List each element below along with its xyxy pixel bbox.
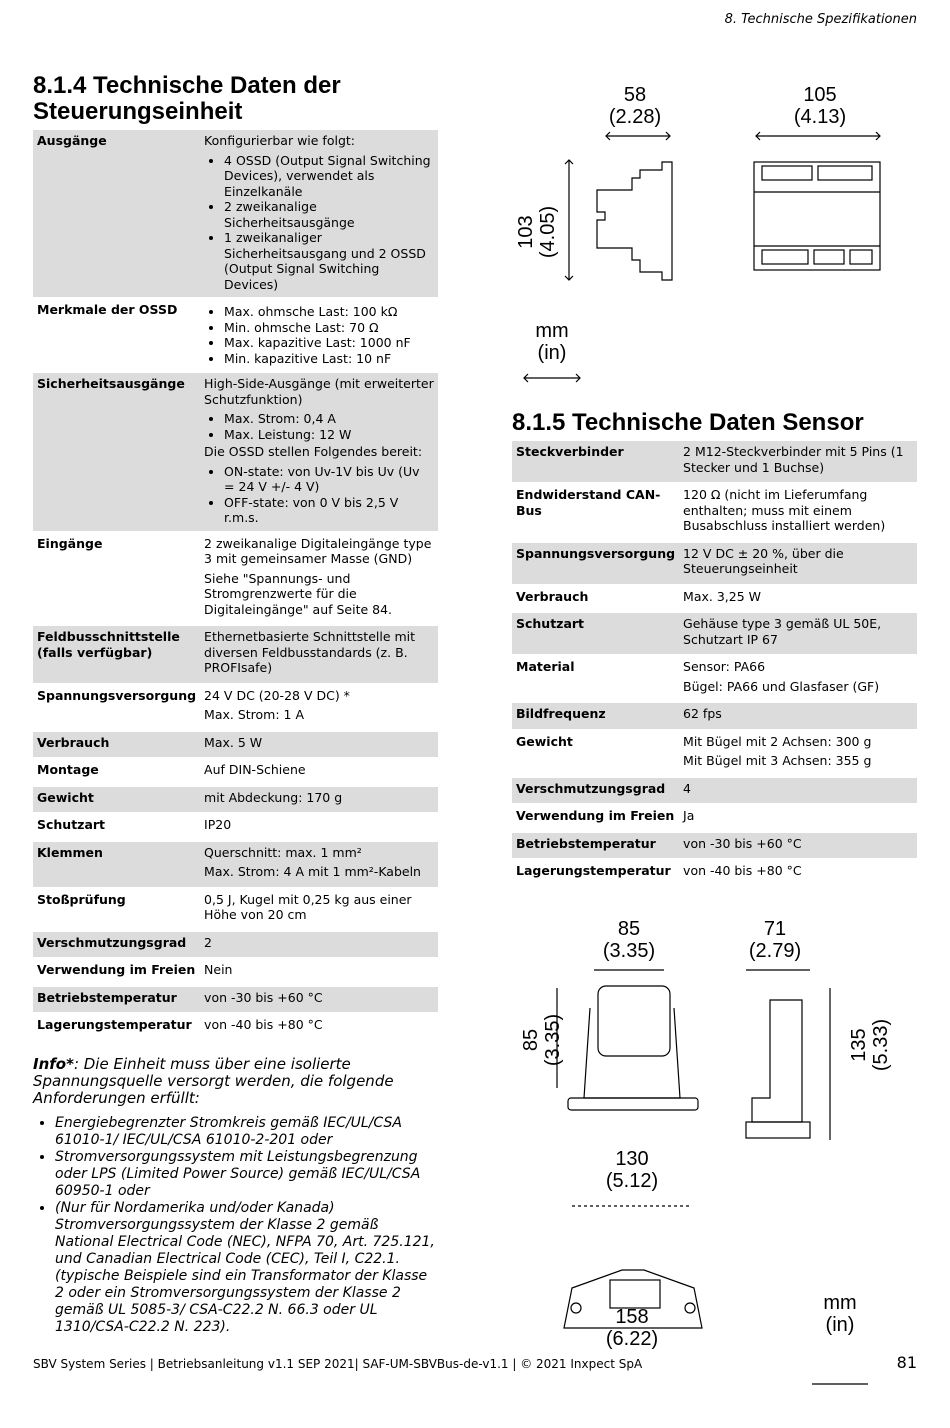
spec-key: Eingänge	[33, 533, 200, 627]
spec-key: Bildfrequenz	[512, 703, 679, 731]
spec-key: Verbrauch	[512, 586, 679, 614]
footer-text: SBV System Series | Betriebsanleitung v1.1 SEP 2021| SAF-UM-SBVBus-de-v1.1 | © 2021 Inxpect SpA	[33, 1357, 643, 1371]
spec-row	[33, 987, 438, 1015]
spec-row	[512, 860, 917, 888]
spec-text: Gehäuse type 3 gemäß UL 50E, Schutzart IP 67	[683, 616, 882, 647]
spec-row	[33, 130, 438, 299]
spec-value	[200, 814, 438, 842]
spec-row	[33, 959, 438, 987]
spec-bullet: • Min. ohmsche Last: 70 Ω	[224, 320, 434, 336]
spec-text: 0,5 J, Kugel mit 0,25 kg aus einer Höhe von 20 cm	[204, 891, 412, 922]
spec-key: Betriebstemperatur	[33, 987, 200, 1015]
spec-bullet: • Max. ohmsche Last: 100 kΩ	[224, 304, 434, 320]
dim-sensor-width: 85 (3.35)	[602, 917, 656, 962]
spec-row	[512, 441, 917, 484]
spec-text: von -40 bis +80 °C	[204, 1017, 323, 1032]
spec-key: Spannungsversorgung	[33, 685, 200, 732]
spec-text: 2 zweikanalige Digitaleingänge type 3 mit gemeinsamer Masse (GND)	[204, 535, 432, 566]
spec-value	[200, 373, 438, 533]
spec-text: 12 V DC ± 20 %, über die Steuerungseinheit	[683, 545, 844, 576]
spec-text: Die OSSD stellen Folgendes bereit:	[204, 444, 423, 459]
control-unit-drawing	[512, 80, 917, 410]
spec-text: 2	[204, 934, 212, 950]
spec-value	[679, 613, 917, 656]
spec-bullet-list	[204, 304, 434, 366]
spec-key: Stoßprüfung	[33, 889, 200, 932]
spec-row	[512, 833, 917, 861]
spec-row	[33, 299, 438, 373]
spec-value	[200, 626, 438, 685]
spec-value	[679, 731, 917, 778]
section-title-control-unit: 8.1.4 Technische Daten der Steuerungseinheit	[33, 72, 341, 125]
spec-row	[512, 484, 917, 543]
unit-label-mm-in: mm (in)	[535, 320, 569, 364]
spec-row	[33, 842, 438, 889]
dim-bracket-width-130: 130 (5.12)	[605, 1147, 659, 1192]
spec-row	[33, 787, 438, 815]
spec-key: Montage	[33, 759, 200, 787]
spec-key: Material	[512, 656, 679, 703]
spec-key: Lagerungstemperatur	[512, 860, 679, 888]
spec-value	[679, 586, 917, 614]
spec-bullet: • 1 zweikanaliger Sicherheitsausgang und 2 OSSD (Output Signal Switching Devices)	[224, 230, 434, 292]
spec-row	[33, 373, 438, 533]
spec-value	[200, 932, 438, 960]
spec-text: Sensor: PA66	[683, 659, 766, 674]
spec-key: Steckverbinder	[512, 441, 679, 484]
info-label: Info*	[33, 1054, 74, 1073]
spec-key: Verwendung im Freien	[33, 959, 200, 987]
spec-value	[679, 656, 917, 703]
spec-bullet: • Min. kapazitive Last: 10 nF	[224, 351, 434, 367]
spec-bullet-list	[204, 153, 434, 293]
spec-text: Nein	[204, 962, 233, 977]
spec-key: Spannungsversorgung	[512, 543, 679, 586]
spec-text: 120 Ω (nicht im Lieferumfang enthalten; muss mit einem Busabschluss installiert werden)	[683, 487, 886, 533]
spec-row	[512, 543, 917, 586]
spec-row	[512, 613, 917, 656]
dim-height-103: 103 (4.05)	[515, 205, 559, 259]
section-title-sensor: 8.1.5 Technische Daten Sensor	[512, 409, 864, 436]
spec-text: 2 M12-Steckverbinder mit 5 Pins (1 Stecker und 1 Buchse)	[683, 444, 904, 475]
spec-key: Merkmale der OSSD	[33, 299, 200, 373]
control-unit-dimension-figure	[512, 80, 917, 410]
sensor-drawing	[512, 908, 917, 1428]
spec-row	[33, 814, 438, 842]
spec-value	[200, 959, 438, 987]
dim-sensor-depth: 71 (2.79)	[748, 917, 802, 962]
spec-bullet: • Max. Strom: 0,4 A	[224, 411, 434, 427]
dim-width-105: 105 (4.13)	[793, 84, 847, 128]
spec-bullet-list	[204, 411, 434, 442]
spec-key: Schutzart	[33, 814, 200, 842]
spec-value	[200, 889, 438, 932]
page-number: 81	[896, 1353, 917, 1372]
spec-text: Konfigurierbar wie folgt:	[204, 133, 355, 148]
info-requirement: • (Nur für Nordamerika und/oder Kanada) Stromversorgungssystem der Klasse 2 gemäß National Electrical Code (NEC), NFPA 70, Art. 725.121, und Canadian Electrical Code (CEC), Teil I, C22.1. (typische Beispiele sind ein Transformator der Klasse 2 oder ein Stromversorgungssystem der Klasse 2 gemäß UL 5085-3/ CSA-C22.2 N. 66.3 oder UL 1310/CSA-C22.2 N. 223).	[55, 1200, 438, 1336]
dim-sensor-height: 85 (3.35)	[520, 1013, 564, 1066]
spec-text: High-Side-Ausgänge (mit erweiterter Schutzfunktion)	[204, 376, 434, 407]
spec-text: 24 V DC (20-28 V DC) *	[204, 687, 350, 703]
spec-bullet: • 2 zweikanalige Sicherheitsausgänge	[224, 199, 434, 230]
spec-key: Sicherheitsausgänge	[33, 373, 200, 533]
spec-row	[33, 932, 438, 960]
info-text: : Die Einheit muss über eine isolierte Spannungsquelle versorgt werden, die folgende Anforderungen erfüllt:	[33, 1054, 394, 1107]
spec-bullet: • 4 OSSD (Output Signal Switching Devices), verwendet als Einzelkanäle	[224, 153, 434, 200]
spec-key: Ausgänge	[33, 130, 200, 299]
spec-bullet: • OFF-state: von 0 V bis 2,5 V r.m.s.	[224, 495, 434, 526]
spec-key: Gewicht	[512, 731, 679, 778]
spec-value	[200, 759, 438, 787]
spec-value	[200, 842, 438, 889]
spec-text: Siehe "Spannungs- und Stromgrenzwerte für die Digitaleingänge" auf Seite 84.	[204, 570, 393, 617]
spec-text: Ethernetbasierte Schnittstelle mit diversen Feldbusstandards (z. B. PROFIsafe)	[204, 629, 416, 675]
spec-key: Gewicht	[33, 787, 200, 815]
spec-key: Lagerungstemperatur	[33, 1014, 200, 1042]
spec-row	[33, 685, 438, 732]
spec-text: Bügel: PA66 und Glasfaser (GF)	[683, 678, 880, 694]
spec-value	[679, 860, 917, 888]
spec-row	[512, 703, 917, 731]
sensor-spec-table	[512, 441, 917, 888]
spec-value	[679, 703, 917, 731]
spec-row	[33, 533, 438, 627]
spec-row	[33, 759, 438, 787]
spec-value	[200, 787, 438, 815]
spec-bullet-list	[204, 464, 434, 526]
spec-row	[33, 1014, 438, 1042]
spec-text: mit Abdeckung: 170 g	[204, 789, 343, 805]
spec-text: Max. 5 W	[204, 734, 263, 750]
spec-value	[679, 833, 917, 861]
spec-key: Klemmen	[33, 842, 200, 889]
spec-key: Endwiderstand CAN-Bus	[512, 484, 679, 543]
spec-text: Mit Bügel mit 2 Achsen: 300 g	[683, 733, 872, 749]
spec-text: Querschnitt: max. 1 mm²	[204, 844, 362, 860]
spec-row	[33, 732, 438, 760]
right-column	[512, 80, 917, 1428]
spec-text: 4	[683, 780, 691, 796]
spec-value	[200, 685, 438, 732]
spec-row	[512, 805, 917, 833]
info-requirement: • Stromversorgungssystem mit Leistungsbegrenzung oder LPS (Limited Power Source) gemäß IEC/UL/CSA 60950-1 oder	[55, 1149, 438, 1200]
spec-value	[679, 805, 917, 833]
spec-text: Auf DIN-Schiene	[204, 762, 306, 777]
spec-row	[512, 656, 917, 703]
spec-row	[512, 586, 917, 614]
control-unit-spec-table	[33, 130, 438, 1042]
spec-row	[33, 626, 438, 685]
dim-bracket-width-158: 158 (6.22)	[605, 1305, 659, 1350]
info-requirement: • Energiebegrenzter Stromkreis gemäß IEC/UL/CSA 61010-1/ IEC/UL/CSA 61010-2-201 oder	[55, 1115, 438, 1149]
spec-value	[679, 778, 917, 806]
dim-width-58: 58 (2.28)	[608, 84, 662, 128]
dim-sensor-height-total: 135 (5.33)	[848, 1018, 892, 1071]
spec-row	[33, 889, 438, 932]
spec-row	[512, 778, 917, 806]
spec-text: Max. Strom: 1 A	[204, 707, 305, 722]
spec-key: Verwendung im Freien	[512, 805, 679, 833]
spec-value	[200, 533, 438, 627]
spec-bullet: • Max. kapazitive Last: 1000 nF	[224, 335, 434, 351]
spec-row	[512, 731, 917, 778]
spec-text: Mit Bügel mit 3 Achsen: 355 g	[683, 753, 872, 768]
spec-text: von -40 bis +80 °C	[683, 863, 802, 878]
spec-text: von -30 bis +60 °C	[683, 835, 802, 851]
spec-text: 62 fps	[683, 706, 722, 721]
spec-key: Verschmutzungsgrad	[512, 778, 679, 806]
info-requirements-list	[33, 1115, 438, 1336]
spec-text: IP20	[204, 817, 232, 832]
chapter-header: 8. Technische Spezifikationen	[724, 12, 917, 27]
spec-value	[200, 1014, 438, 1042]
spec-value	[200, 130, 438, 299]
spec-value	[200, 987, 438, 1015]
spec-value	[200, 299, 438, 373]
spec-text: Max. 3,25 W	[683, 588, 762, 604]
spec-value	[679, 543, 917, 586]
spec-bullet: • ON-state: von Uv-1V bis Uv (Uv = 24 V +/- 4 V)	[224, 464, 434, 495]
spec-key: Verbrauch	[33, 732, 200, 760]
sensor-dimension-figure	[512, 908, 917, 1428]
spec-key: Feldbusschnittstelle (falls verfügbar)	[33, 626, 200, 685]
spec-bullet: • Max. Leistung: 12 W	[224, 427, 434, 443]
spec-text: Ja	[683, 808, 695, 823]
spec-value	[679, 484, 917, 543]
left-column	[33, 73, 438, 1338]
spec-value	[200, 732, 438, 760]
spec-text: von -30 bis +60 °C	[204, 989, 323, 1005]
spec-text: Max. Strom: 4 A mit 1 mm²-Kabeln	[204, 864, 421, 879]
spec-key: Schutzart	[512, 613, 679, 656]
spec-value	[679, 441, 917, 484]
spec-key: Verschmutzungsgrad	[33, 932, 200, 960]
spec-key: Betriebstemperatur	[512, 833, 679, 861]
unit-label-mm-in-2: mm (in)	[823, 1291, 857, 1336]
info-note	[33, 1056, 438, 1336]
